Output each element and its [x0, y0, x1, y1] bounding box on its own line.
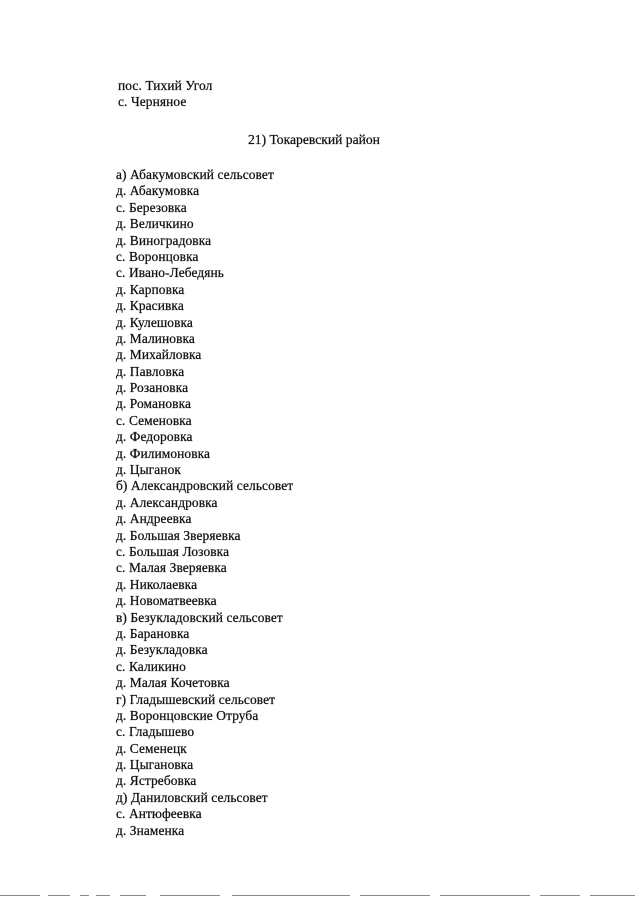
list-item: д. Розановка — [116, 380, 189, 396]
list-item: д. Цыгановка — [116, 757, 194, 773]
list-item: д. Филимоновка — [116, 445, 211, 461]
list-item: д. Новоматвеевка — [116, 593, 217, 609]
list-item: д. Карповка — [116, 281, 185, 297]
list-item: с. Семеновка — [116, 412, 192, 428]
list-item: д. Виноградовка — [116, 232, 212, 248]
list-item: д. Федоровка — [116, 429, 193, 445]
list-item: д. Барановка — [116, 625, 190, 641]
list-item: д. Николаевка — [116, 576, 198, 592]
list-item: д. Абакумовка — [116, 183, 200, 199]
list-item: д. Воронцовские Отруба — [116, 707, 259, 723]
list-item: д. Романовка — [116, 396, 192, 412]
list-item: д. Безукладовка — [116, 642, 208, 658]
list-item: д. Александровка — [116, 494, 218, 510]
list-item: б) Александровский сельсовет — [116, 478, 294, 494]
list-item: с. Ивано-Лебедянь — [116, 265, 225, 281]
list-item: с. Воронцовка — [116, 248, 199, 264]
list-item: пос. Тихий Угол — [118, 78, 213, 93]
list-item: д. Красивка — [116, 298, 184, 314]
list-item: д. Павловка — [116, 363, 185, 379]
list-item: с. Березовка — [116, 199, 187, 215]
list-item: в) Безукладовский сельсовет — [116, 609, 283, 625]
list-item: д. Кулешовка — [116, 314, 193, 330]
list-item: д. Ястребовка — [116, 773, 197, 789]
list-item: с. Каликино — [116, 658, 186, 674]
list-item: д. Андреевка — [116, 511, 192, 527]
list-item: д. Семенецк — [116, 740, 187, 756]
list-item: с. Антюфеевка — [116, 806, 202, 822]
list-item: д. Знаменка — [116, 822, 185, 838]
list-item: д. Михайловка — [116, 347, 202, 363]
list-item: с. Черняное — [118, 94, 187, 110]
scan-edge-artifact — [0, 893, 640, 899]
list-item: г) Гладышевский сельсовет — [116, 691, 276, 707]
list-item: д. Величкино — [116, 216, 194, 232]
settlement-list — [116, 167, 293, 839]
list-item: д. Малая Кочетовка — [116, 675, 230, 691]
list-item: д. Цыганок — [116, 462, 181, 478]
list-item: д) Даниловский сельсовет — [116, 789, 268, 805]
list-item: с. Гладышево — [116, 724, 195, 740]
list-item: а) Абакумовский сельсовет — [116, 167, 274, 182]
list-item: д. Малиновка — [116, 330, 195, 346]
list-item: с. Большая Лозовка — [116, 543, 230, 559]
continued-list — [118, 78, 212, 111]
section-heading: 21) Токаревский район — [248, 132, 380, 147]
list-item: с. Малая Зверяевка — [116, 560, 227, 576]
list-item: д. Большая Зверяевка — [116, 527, 241, 543]
